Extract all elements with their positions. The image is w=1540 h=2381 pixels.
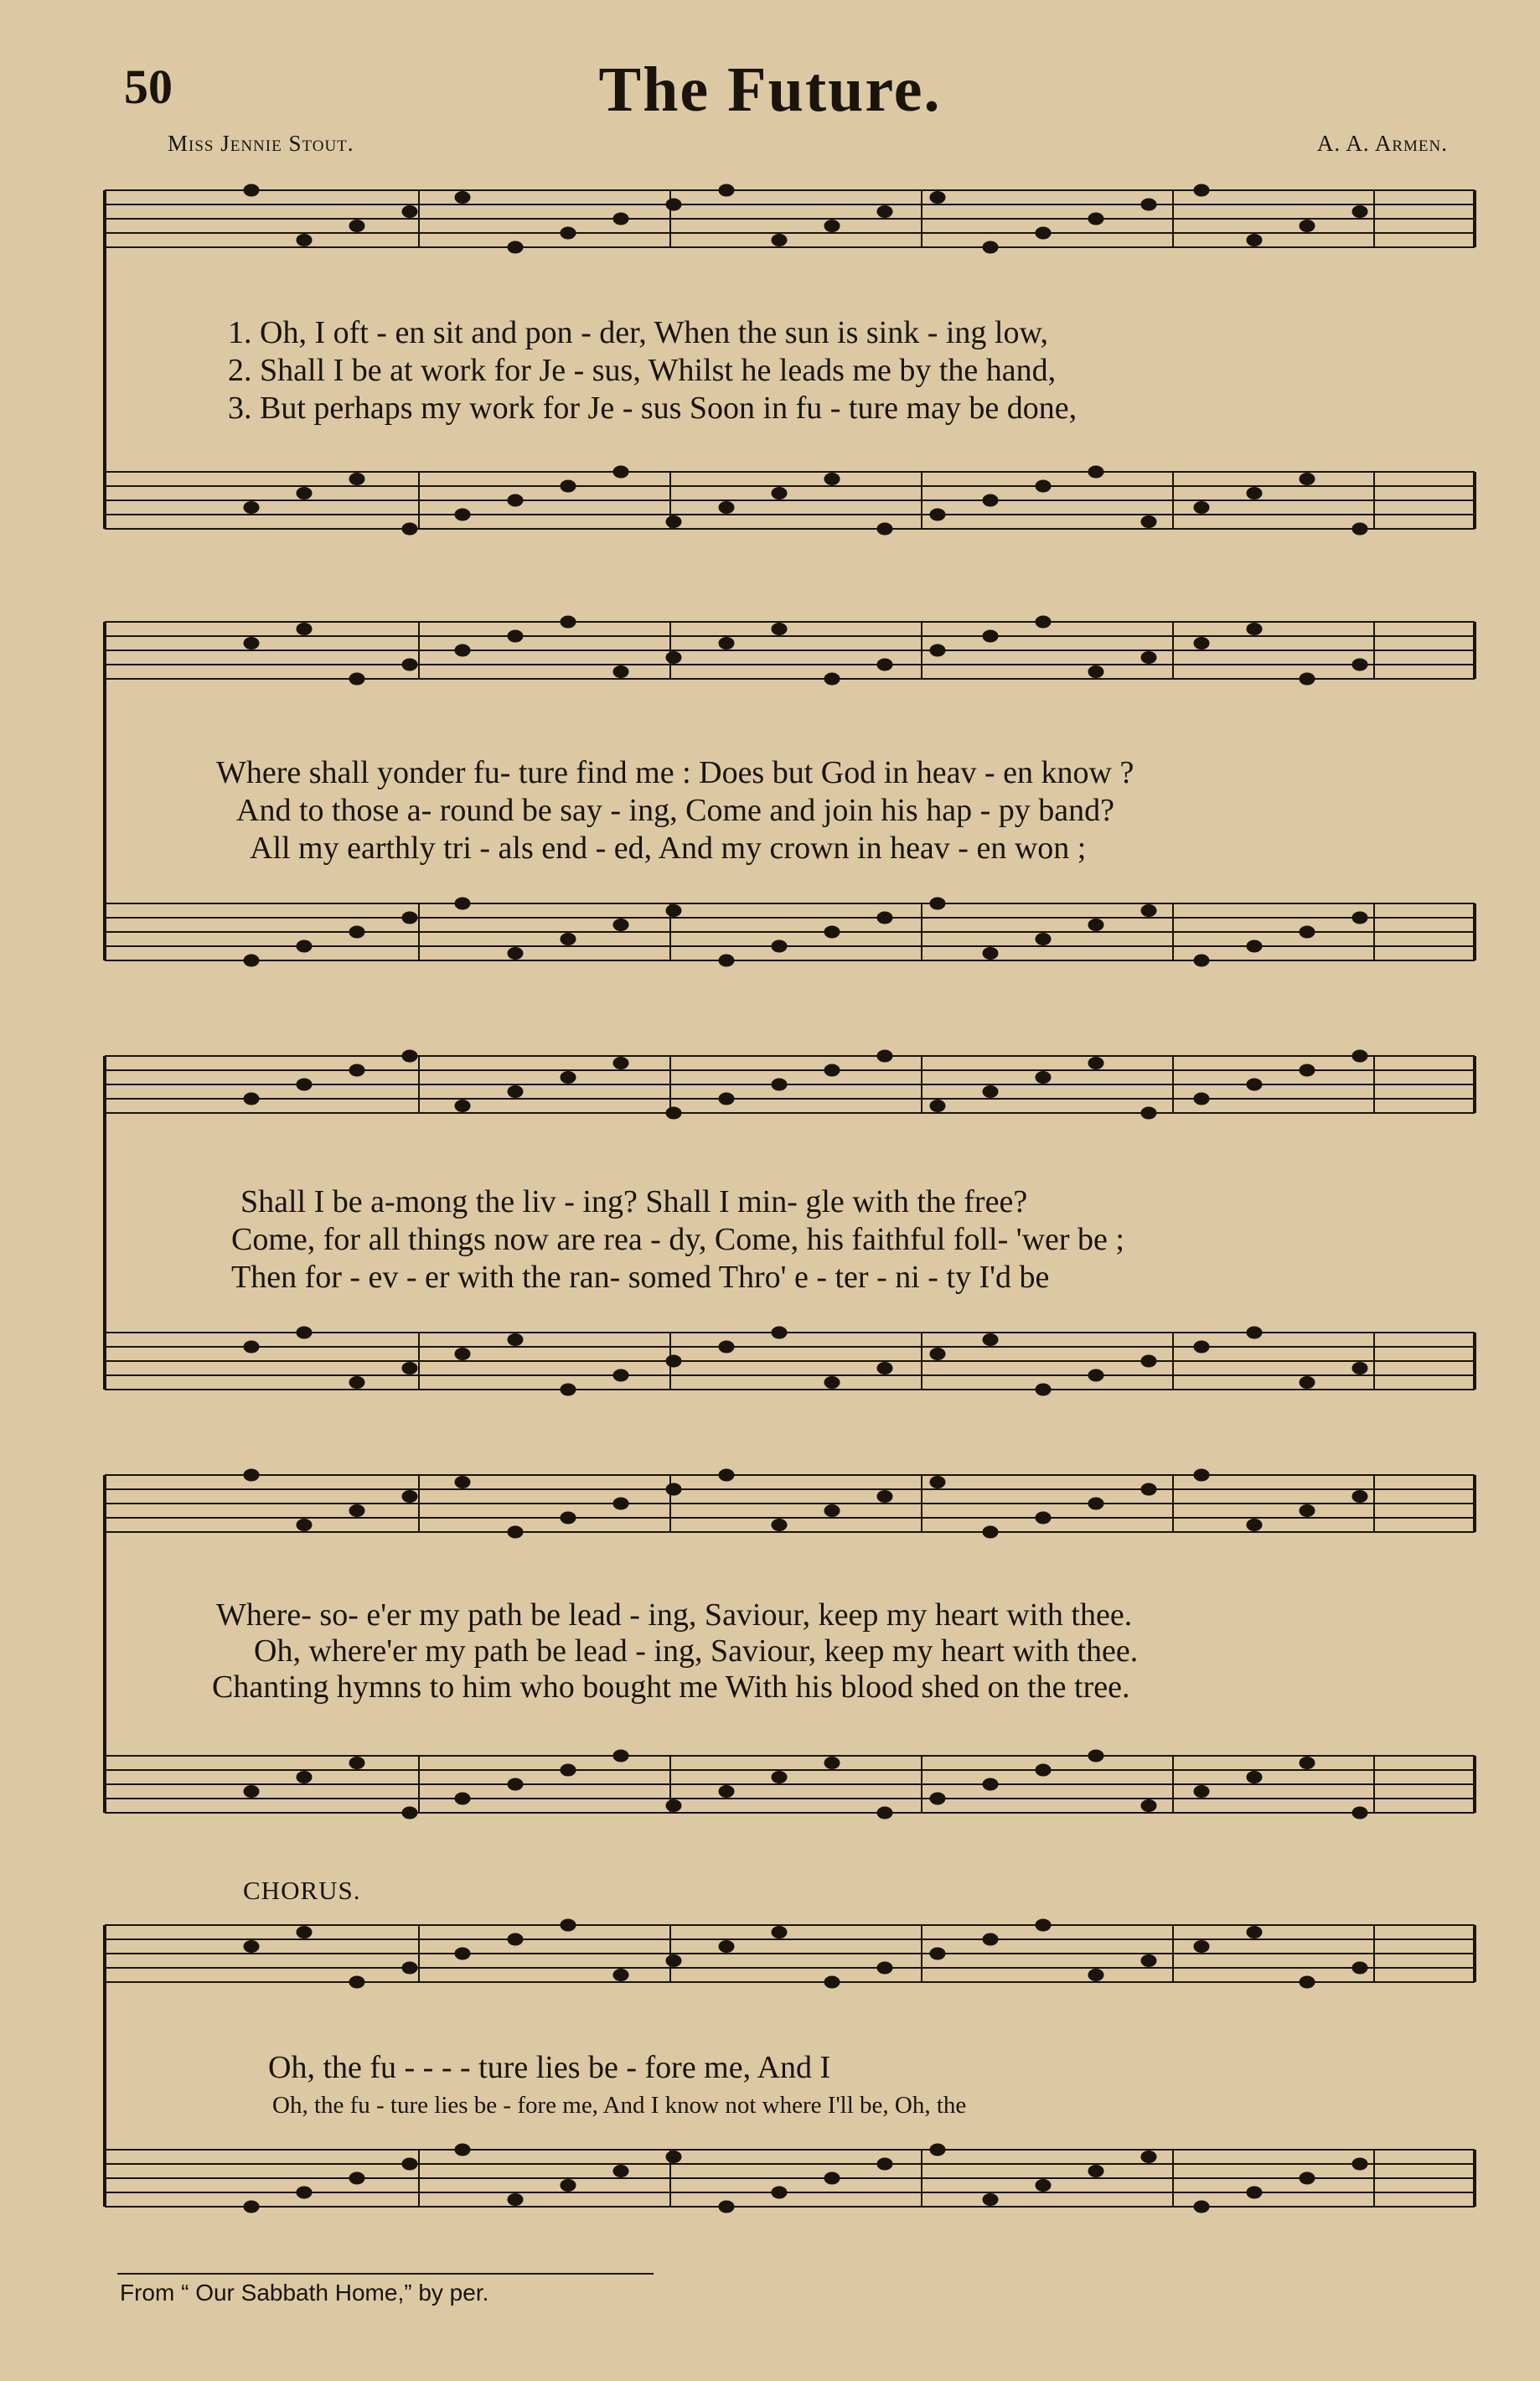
note-head bbox=[1036, 934, 1051, 945]
note-head bbox=[772, 940, 787, 952]
note-head bbox=[1141, 516, 1156, 528]
page-number: 50 bbox=[124, 60, 173, 114]
note-head bbox=[1088, 1369, 1103, 1381]
note-head bbox=[349, 220, 364, 232]
note-head bbox=[561, 1072, 576, 1084]
note-head bbox=[1088, 466, 1103, 478]
note-head bbox=[877, 1050, 892, 1062]
note-head bbox=[983, 1526, 998, 1538]
note-head bbox=[719, 1341, 734, 1353]
lyric-line: 2. Shall I be at work for Je - sus, Whilst he leads me by the hand, bbox=[228, 353, 1057, 388]
note-head bbox=[877, 912, 892, 924]
note-head bbox=[1194, 2201, 1209, 2213]
note-head bbox=[1194, 1941, 1209, 1953]
note-head bbox=[244, 1341, 259, 1353]
note-head bbox=[772, 1772, 787, 1783]
note-head bbox=[1247, 1519, 1262, 1531]
lyric-line: Then for - ev - er with the ran- somed Thro' e - ter - ni - ty I'd be bbox=[231, 1260, 1050, 1295]
note-head bbox=[349, 1505, 364, 1517]
note-head bbox=[402, 1050, 417, 1062]
note-head bbox=[561, 1764, 576, 1776]
note-head bbox=[455, 1477, 470, 1488]
note-head bbox=[824, 1757, 840, 1769]
note-head bbox=[244, 1469, 259, 1481]
note-head bbox=[349, 926, 364, 938]
note-head bbox=[719, 2201, 734, 2213]
note-head bbox=[1194, 502, 1209, 514]
lyric-line: Where- so- e'er my path be lead - ing, Saviour, keep my heart with thee. bbox=[216, 1597, 1133, 1633]
note-head bbox=[402, 659, 417, 670]
note-head bbox=[1300, 220, 1315, 232]
note-head bbox=[297, 1079, 312, 1090]
note-head bbox=[561, 480, 576, 492]
note-head bbox=[297, 488, 312, 499]
note-head bbox=[1247, 235, 1262, 246]
note-head bbox=[613, 1369, 628, 1381]
note-head bbox=[1352, 1050, 1367, 1062]
note-head bbox=[1194, 184, 1209, 196]
note-head bbox=[244, 955, 259, 966]
note-head bbox=[349, 1757, 364, 1769]
note-head bbox=[666, 1483, 681, 1495]
note-head bbox=[983, 1086, 998, 1098]
note-head bbox=[508, 241, 523, 253]
note-head bbox=[1247, 1327, 1262, 1338]
note-head bbox=[772, 1519, 787, 1531]
note-head bbox=[666, 199, 681, 210]
note-head bbox=[824, 1377, 840, 1389]
note-head bbox=[1141, 1355, 1156, 1367]
note-head bbox=[772, 1327, 787, 1338]
note-head bbox=[455, 1793, 470, 1804]
note-head bbox=[930, 192, 945, 204]
note-head bbox=[297, 235, 312, 246]
note-head bbox=[561, 934, 576, 945]
note-head bbox=[666, 2151, 681, 2163]
note-head bbox=[1352, 912, 1367, 924]
note-head bbox=[719, 1093, 734, 1105]
note-head bbox=[1036, 616, 1051, 628]
note-head bbox=[930, 1948, 945, 1959]
note-head bbox=[983, 630, 998, 642]
note-head bbox=[402, 912, 417, 924]
note-head bbox=[561, 1512, 576, 1524]
note-head bbox=[508, 630, 523, 642]
note-head bbox=[244, 1786, 259, 1798]
note-head bbox=[508, 1334, 523, 1346]
chorus-label: CHORUS. bbox=[243, 1876, 361, 1905]
note-head bbox=[1247, 1772, 1262, 1783]
note-head bbox=[561, 2180, 576, 2192]
note-head bbox=[1247, 1079, 1262, 1090]
note-head bbox=[349, 1976, 364, 1988]
note-head bbox=[1300, 1505, 1315, 1517]
note-head bbox=[877, 1363, 892, 1374]
note-head bbox=[983, 948, 998, 960]
note-head bbox=[824, 2172, 840, 2184]
note-head bbox=[613, 466, 628, 478]
note-head bbox=[930, 898, 945, 909]
note-head bbox=[877, 1962, 892, 1974]
note-head bbox=[983, 1334, 998, 1346]
note-head bbox=[455, 1348, 470, 1360]
lyric-line: Oh, the fu - - - - ture lies be - fore me, And I bbox=[268, 2050, 831, 2085]
note-head bbox=[349, 1377, 364, 1389]
note-head bbox=[508, 1526, 523, 1538]
lyric-line: Oh, the fu - ture lies be - fore me, And I know not where I'll be, Oh, the bbox=[272, 2092, 967, 2119]
note-head bbox=[244, 502, 259, 514]
note-head bbox=[1352, 2158, 1367, 2170]
note-head bbox=[455, 1100, 470, 1112]
note-head bbox=[1247, 2187, 1262, 2198]
note-head bbox=[1352, 1807, 1367, 1819]
note-head bbox=[666, 1955, 681, 1967]
note-head bbox=[244, 2201, 259, 2213]
note-head bbox=[1300, 1757, 1315, 1769]
note-head bbox=[930, 1348, 945, 1360]
note-head bbox=[1300, 474, 1315, 485]
note-head bbox=[1141, 199, 1156, 210]
note-head bbox=[297, 940, 312, 952]
note-head bbox=[877, 206, 892, 218]
note-head bbox=[719, 502, 734, 514]
note-head bbox=[1247, 624, 1262, 635]
note-head bbox=[297, 1327, 312, 1338]
note-head bbox=[1088, 1058, 1103, 1069]
note-head bbox=[824, 1064, 840, 1076]
note-head bbox=[1036, 1512, 1051, 1524]
lyric-line: All my earthly tri - als end - ed, And my crown in heav - en won ; bbox=[250, 831, 1087, 866]
note-head bbox=[1194, 638, 1209, 650]
note-head bbox=[877, 2158, 892, 2170]
note-head bbox=[1036, 1072, 1051, 1084]
note-head bbox=[561, 227, 576, 239]
note-head bbox=[1036, 480, 1051, 492]
note-head bbox=[297, 1519, 312, 1531]
note-head bbox=[1088, 1750, 1103, 1762]
note-head bbox=[1194, 1093, 1209, 1105]
note-head bbox=[349, 673, 364, 685]
note-head bbox=[824, 220, 840, 232]
note-head bbox=[244, 184, 259, 196]
note-head bbox=[666, 1355, 681, 1367]
note-head bbox=[508, 948, 523, 960]
note-head bbox=[613, 1498, 628, 1509]
note-head bbox=[930, 509, 945, 520]
note-head bbox=[772, 235, 787, 246]
note-head bbox=[1194, 1786, 1209, 1798]
note-head bbox=[1036, 1384, 1051, 1395]
note-head bbox=[297, 624, 312, 635]
note-head bbox=[824, 474, 840, 485]
note-head bbox=[244, 638, 259, 650]
note-head bbox=[1141, 2151, 1156, 2163]
note-head bbox=[772, 624, 787, 635]
lyric-line: Chanting hymns to him who bought me With his blood shed on the tree. bbox=[212, 1669, 1130, 1705]
note-head bbox=[613, 919, 628, 931]
footnote-rule bbox=[117, 2273, 654, 2275]
note-head bbox=[930, 1477, 945, 1488]
note-head bbox=[455, 1948, 470, 1959]
note-head bbox=[508, 1778, 523, 1790]
note-head bbox=[1352, 1491, 1367, 1503]
note-head bbox=[1088, 213, 1103, 225]
note-head bbox=[613, 666, 628, 678]
note-head bbox=[402, 1962, 417, 1974]
note-head bbox=[297, 2187, 312, 2198]
note-head bbox=[1300, 1377, 1315, 1389]
note-head bbox=[508, 1086, 523, 1098]
note-head bbox=[1088, 919, 1103, 931]
note-head bbox=[1141, 1107, 1156, 1119]
note-head bbox=[402, 2158, 417, 2170]
lyricist-credit: Miss Jennie Stout. bbox=[168, 131, 354, 156]
note-head bbox=[824, 1505, 840, 1517]
note-head bbox=[297, 1927, 312, 1938]
note-head bbox=[402, 206, 417, 218]
note-head bbox=[1247, 940, 1262, 952]
note-head bbox=[402, 1363, 417, 1374]
note-head bbox=[561, 1384, 576, 1395]
note-head bbox=[1141, 1800, 1156, 1812]
note-head bbox=[613, 213, 628, 225]
note-head bbox=[824, 1976, 840, 1988]
note-head bbox=[1141, 1955, 1156, 1967]
note-head bbox=[1300, 926, 1315, 938]
note-head bbox=[349, 1064, 364, 1076]
note-head bbox=[772, 1927, 787, 1938]
footnote: From “ Our Sabbath Home,” by per. bbox=[120, 2280, 489, 2306]
lyric-line: Come, for all things now are rea - dy, Come, his faithful foll- 'wer be ; bbox=[231, 1222, 1124, 1257]
note-head bbox=[719, 1469, 734, 1481]
note-head bbox=[1194, 955, 1209, 966]
note-head bbox=[613, 1058, 628, 1069]
note-head bbox=[1300, 1064, 1315, 1076]
note-head bbox=[983, 494, 998, 506]
note-head bbox=[1088, 1498, 1103, 1509]
lyric-line: 1. Oh, I oft - en sit and pon - der, When the sun is sink - ing low, bbox=[228, 315, 1048, 350]
note-head bbox=[1036, 227, 1051, 239]
note-head bbox=[349, 2172, 364, 2184]
note-head bbox=[1247, 488, 1262, 499]
note-head bbox=[930, 2144, 945, 2156]
lyric-line: Where shall yonder fu- ture find me : Does but God in heav - en know ? bbox=[216, 755, 1134, 790]
note-head bbox=[824, 673, 840, 685]
note-head bbox=[508, 494, 523, 506]
note-head bbox=[666, 516, 681, 528]
note-head bbox=[983, 1778, 998, 1790]
note-head bbox=[666, 1800, 681, 1812]
note-head bbox=[1300, 1976, 1315, 1988]
note-head bbox=[1141, 652, 1156, 664]
note-head bbox=[666, 905, 681, 917]
lyric-line: Shall I be a-mong the liv - ing? Shall I min- gle with the free? bbox=[240, 1184, 1028, 1219]
note-head bbox=[402, 1491, 417, 1503]
note-head bbox=[297, 1772, 312, 1783]
note-head bbox=[1352, 1363, 1367, 1374]
note-head bbox=[1088, 2166, 1103, 2177]
page-title: The Future. bbox=[598, 54, 942, 125]
note-head bbox=[719, 1786, 734, 1798]
note-head bbox=[1036, 1764, 1051, 1776]
note-head bbox=[1352, 206, 1367, 218]
note-head bbox=[349, 474, 364, 485]
note-head bbox=[561, 1919, 576, 1931]
lyric-line: Oh, where'er my path be lead - ing, Saviour, keep my heart with thee. bbox=[254, 1633, 1139, 1669]
note-head bbox=[983, 2194, 998, 2206]
note-head bbox=[613, 2166, 628, 2177]
note-head bbox=[824, 926, 840, 938]
note-head bbox=[1141, 1483, 1156, 1495]
note-head bbox=[613, 1750, 628, 1762]
note-head bbox=[719, 638, 734, 650]
note-head bbox=[772, 2187, 787, 2198]
note-head bbox=[877, 1807, 892, 1819]
note-head bbox=[561, 616, 576, 628]
note-head bbox=[402, 1807, 417, 1819]
note-head bbox=[719, 955, 734, 966]
note-head bbox=[772, 488, 787, 499]
note-head bbox=[1300, 2172, 1315, 2184]
note-head bbox=[930, 644, 945, 656]
note-head bbox=[877, 523, 892, 535]
note-head bbox=[455, 898, 470, 909]
note-head bbox=[1141, 905, 1156, 917]
note-head bbox=[455, 509, 470, 520]
note-head bbox=[455, 2144, 470, 2156]
note-head bbox=[1300, 673, 1315, 685]
note-head bbox=[508, 1933, 523, 1945]
note-head bbox=[1036, 2180, 1051, 2192]
note-head bbox=[508, 2194, 523, 2206]
note-head bbox=[455, 644, 470, 656]
note-head bbox=[666, 1107, 681, 1119]
note-head bbox=[1352, 659, 1367, 670]
note-head bbox=[1088, 666, 1103, 678]
note-head bbox=[930, 1100, 945, 1112]
note-head bbox=[1247, 1927, 1262, 1938]
lyric-line: And to those a- round be say - ing, Come and join his hap - py band? bbox=[236, 793, 1114, 828]
lyric-line: 3. But perhaps my work for Je - sus Soon in fu - ture may be done, bbox=[228, 391, 1077, 426]
note-head bbox=[402, 523, 417, 535]
note-head bbox=[877, 1491, 892, 1503]
note-head bbox=[1352, 1962, 1367, 1974]
note-head bbox=[772, 1079, 787, 1090]
note-head bbox=[244, 1093, 259, 1105]
note-head bbox=[455, 192, 470, 204]
note-head bbox=[983, 241, 998, 253]
note-head bbox=[719, 1941, 734, 1953]
note-head bbox=[983, 1933, 998, 1945]
note-head bbox=[1036, 1919, 1051, 1931]
note-head bbox=[1194, 1469, 1209, 1481]
note-head bbox=[1194, 1341, 1209, 1353]
note-head bbox=[719, 184, 734, 196]
note-head bbox=[1088, 1970, 1103, 1981]
note-head bbox=[1352, 523, 1367, 535]
note-head bbox=[666, 652, 681, 664]
note-head bbox=[244, 1941, 259, 1953]
note-head bbox=[613, 1970, 628, 1981]
composer-credit: A. A. Armen. bbox=[1316, 131, 1448, 156]
note-head bbox=[930, 1793, 945, 1804]
note-head bbox=[877, 659, 892, 670]
